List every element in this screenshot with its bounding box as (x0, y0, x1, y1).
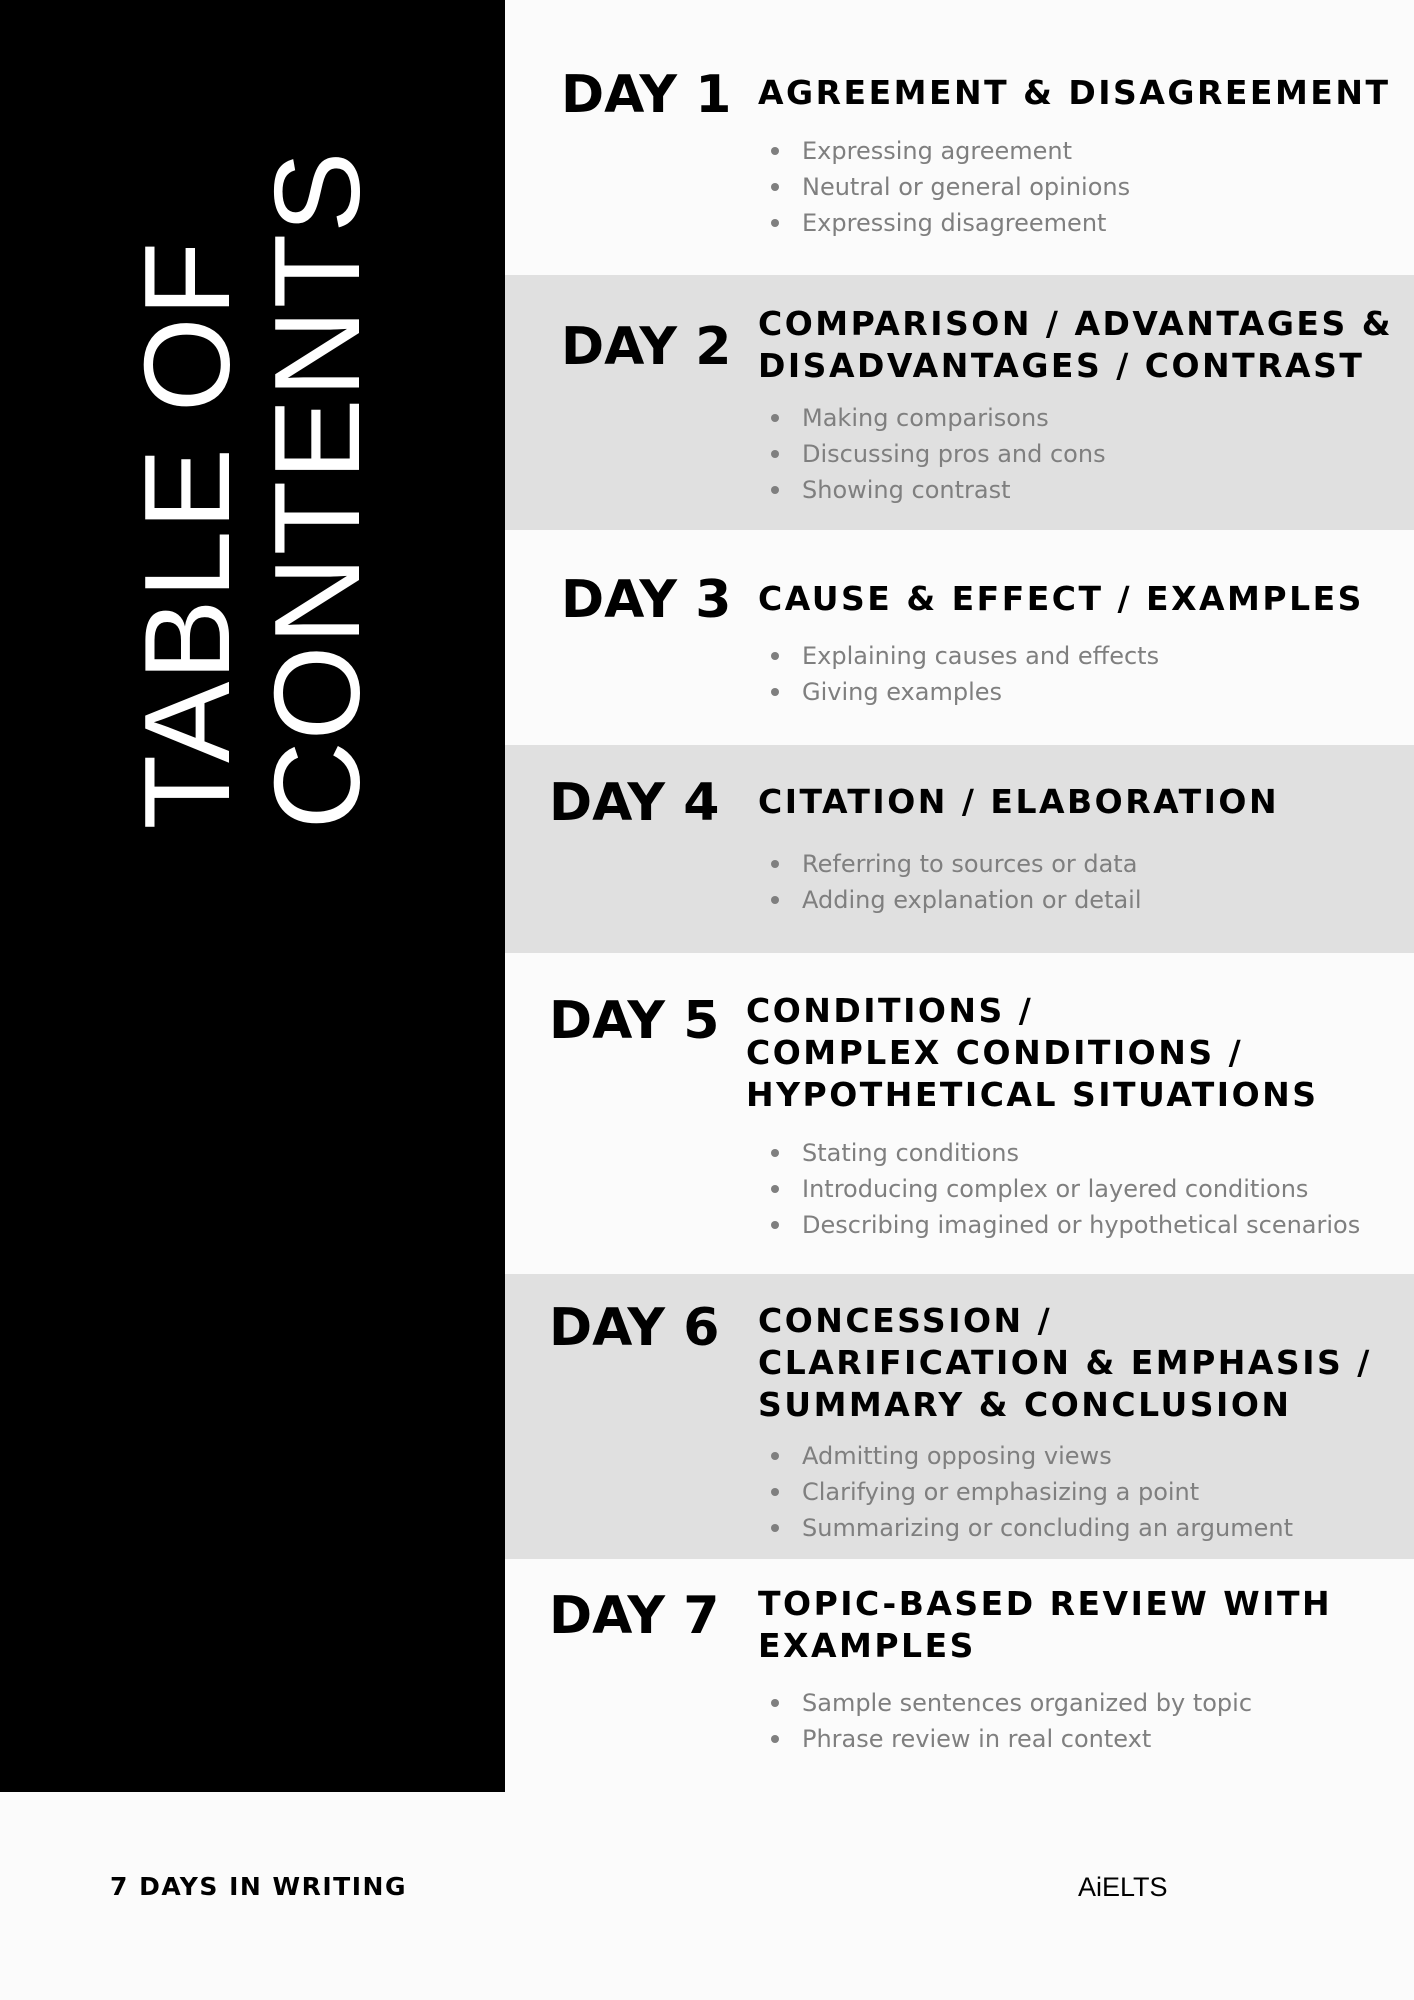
day-4-topic (758, 781, 1279, 823)
list-item: Admitting opposing views (758, 1438, 1293, 1474)
day-3-bullets (758, 638, 1159, 710)
day-7-bullets (758, 1685, 1252, 1757)
day-5-bullets (758, 1135, 1360, 1243)
list-item: Giving examples (758, 674, 1159, 710)
list-item: Referring to sources or data (758, 846, 1142, 882)
day-7-topic-line: EXAMPLES (758, 1626, 976, 1665)
list-item: Introducing complex or layered conditions (758, 1171, 1360, 1207)
day-7-label: DAY 7 (549, 1586, 720, 1646)
footer-series-title: 7 DAYS IN WRITING (110, 1872, 407, 1901)
list-item: Clarifying or emphasizing a point (758, 1474, 1293, 1510)
list-item: Discussing pros and cons (758, 436, 1106, 472)
toc-title-line-2: CONTENTS (249, 150, 385, 830)
day-2-topic-line: DISADVANTAGES / CONTRAST (758, 346, 1365, 385)
day-6-bullets (758, 1438, 1293, 1546)
list-item: Neutral or general opinions (758, 169, 1130, 205)
day-4-label: DAY 4 (549, 773, 720, 833)
day-6-topic (758, 1300, 1372, 1426)
day-6-topic-line: SUMMARY & CONCLUSION (758, 1385, 1292, 1424)
day-5-topic-line: CONDITIONS / (746, 991, 1034, 1030)
day-5-label: DAY 5 (549, 991, 720, 1051)
list-item: Describing imagined or hypothetical scenarios (758, 1207, 1360, 1243)
day-6-label: DAY 6 (549, 1298, 720, 1358)
list-item: Making comparisons (758, 400, 1106, 436)
day-2-bullets (758, 400, 1106, 508)
list-item: Explaining causes and effects (758, 638, 1159, 674)
day-2-topic (758, 303, 1393, 387)
day-6-topic-line: CLARIFICATION & EMPHASIS / (758, 1343, 1372, 1382)
day-3-topic (758, 578, 1364, 620)
toc-title-line-1: TABLE OF (119, 240, 255, 830)
list-item: Expressing disagreement (758, 205, 1130, 241)
list-item: Summarizing or concluding an argument (758, 1510, 1293, 1546)
day-1-topic (758, 72, 1390, 114)
list-item: Adding explanation or detail (758, 882, 1142, 918)
day-1-topic-line: AGREEMENT & DISAGREEMENT (758, 73, 1391, 112)
day-2-topic-line: COMPARISON / ADVANTAGES & (758, 304, 1394, 343)
day-3-topic-line: CAUSE & EFFECT / EXAMPLES (758, 579, 1364, 618)
list-item: Phrase review in real context (758, 1721, 1252, 1757)
day-1-bullets (758, 133, 1130, 241)
footer-brand: AiELTS (1078, 1872, 1168, 1902)
day-5-topic-line: HYPOTHETICAL SITUATIONS (746, 1075, 1319, 1114)
day-6-topic-line: CONCESSION / (758, 1301, 1053, 1340)
day-1-label: DAY 1 (561, 65, 732, 125)
list-item: Expressing agreement (758, 133, 1130, 169)
day-4-bullets (758, 846, 1142, 918)
list-item: Sample sentences organized by topic (758, 1685, 1252, 1721)
day-7-topic-line: TOPIC-BASED REVIEW WITH (758, 1584, 1333, 1623)
day-3-label: DAY 3 (561, 570, 732, 630)
day-2-label: DAY 2 (561, 317, 732, 377)
day-4-topic-line: CITATION / ELABORATION (758, 782, 1280, 821)
list-item: Showing contrast (758, 472, 1106, 508)
day-5-topic-line: COMPLEX CONDITIONS / (746, 1033, 1244, 1072)
list-item: Stating conditions (758, 1135, 1360, 1171)
toc-title (0, 0, 505, 900)
day-7-topic (758, 1583, 1332, 1667)
sidebar-panel (0, 0, 505, 1792)
day-5-topic (746, 990, 1319, 1116)
